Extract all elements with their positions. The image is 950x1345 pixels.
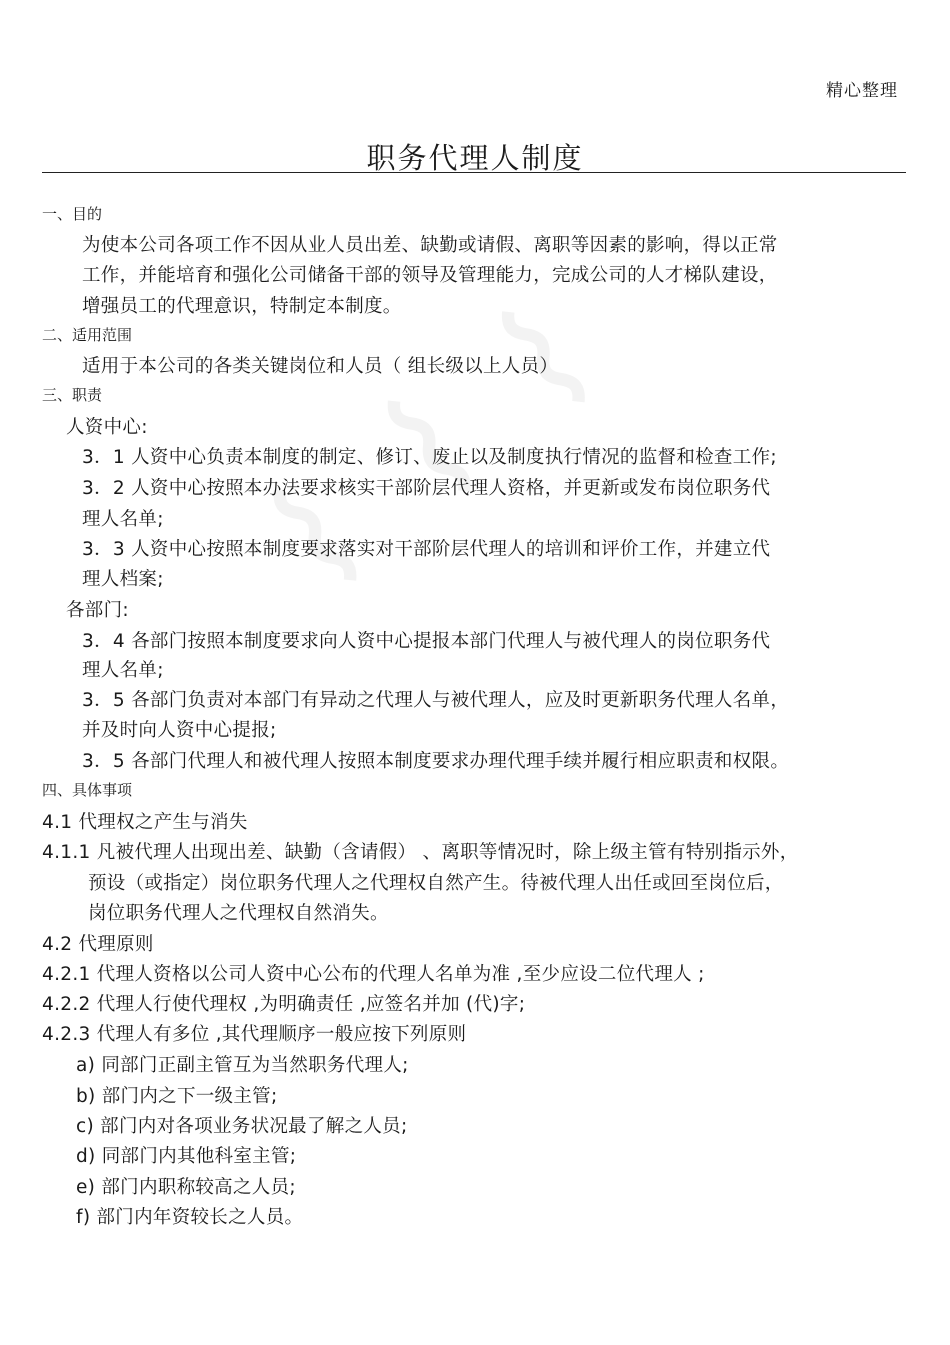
clause-line: 3．3 人资中心按照本制度要求落实对干部阶层代理人的培训和评价工作，并建立代 — [82, 539, 771, 560]
clause-line: 理人名单; — [82, 509, 164, 530]
header-note: 精心整理 — [826, 81, 898, 101]
subsection-4-2: 4.2 代理原则 — [42, 934, 154, 955]
list-item: b) 部门内之下一级主管; — [76, 1086, 278, 1107]
clause-line: 3．5 各部门负责对本部门有异动之代理人与被代理人，应及时更新职务代理人名单， — [82, 690, 790, 711]
title-divider — [42, 172, 906, 173]
clause-line: 理人档案; — [82, 569, 164, 590]
clause-line: 4.2.3 代理人有多位 ,其代理顺序一般应按下列原则 — [42, 1024, 467, 1045]
clause-line: 并及时向人资中心提报; — [82, 720, 277, 741]
paragraph-line: 适用于本公司的各类关键岗位和人员（ 组长级以上人员） — [82, 356, 559, 377]
clause-line: 理人名单; — [82, 660, 164, 681]
subheading-departments: 各部门: — [66, 600, 129, 621]
clause-line: 3．5 各部门代理人和被代理人按照本制度要求办理代理手续并履行相应职责和权限。 — [82, 751, 790, 772]
clause-line: 3．4 各部门按照本制度要求向人资中心提报本部门代理人与被代理人的岗位职务代 — [82, 631, 771, 652]
subheading-hr-center: 人资中心: — [66, 417, 148, 438]
list-item: a) 同部门正副主管互为当然职务代理人; — [76, 1055, 409, 1076]
clause-line: 4.2.2 代理人行使代理权 ,为明确责任 ,应签名并加 (代)字; — [42, 994, 526, 1015]
subsection-4-1: 4.1 代理权之产生与消失 — [42, 812, 248, 833]
page-title: 职务代理人制度 — [366, 141, 584, 175]
paragraph-line: 为使本公司各项工作不因从业人员出差、缺勤或请假、离职等因素的影响，得以正常 — [82, 235, 778, 256]
clause-line: 预设（或指定）岗位职务代理人之代理权自然产生。待被代理人出任或回至岗位后， — [88, 873, 784, 894]
clause-line: 岗位职务代理人之代理权自然消失。 — [88, 903, 389, 924]
list-item: d) 同部门内其他科室主管; — [76, 1146, 297, 1167]
paragraph-line: 增强员工的代理意识，特制定本制度。 — [82, 296, 402, 317]
section-heading-details: 四、具体事项 — [42, 781, 133, 799]
clause-line: 3．1 人资中心负责本制度的制定、修订、废止以及制度执行情况的监督和检查工作; — [82, 447, 777, 468]
section-heading-scope: 二、适用范围 — [42, 326, 133, 344]
list-item: e) 部门内职称较高之人员; — [76, 1177, 296, 1198]
section-heading-purpose: 一、目的 — [42, 205, 103, 223]
list-item: f) 部门内年资较长之人员。 — [76, 1207, 304, 1228]
clause-line: 3．2 人资中心按照本办法要求核实干部阶层代理人资格，并更新或发布岗位职务代 — [82, 478, 771, 499]
list-item: c) 部门内对各项业务状况最了解之人员; — [76, 1116, 408, 1137]
clause-line: 4.1.1 凡被代理人出现出差、缺勤（含请假） 、离职等情况时，除上级主管有特别指示外， — [42, 842, 799, 863]
paragraph-line: 工作，并能培育和强化公司储备干部的领导及管理能力，完成公司的人才梯队建设， — [82, 265, 778, 286]
section-heading-duties: 三、职责 — [42, 386, 103, 404]
clause-line: 4.2.1 代理人资格以公司人资中心公布的代理人名单为准 ,至少应设二位代理人 ; — [42, 964, 705, 985]
